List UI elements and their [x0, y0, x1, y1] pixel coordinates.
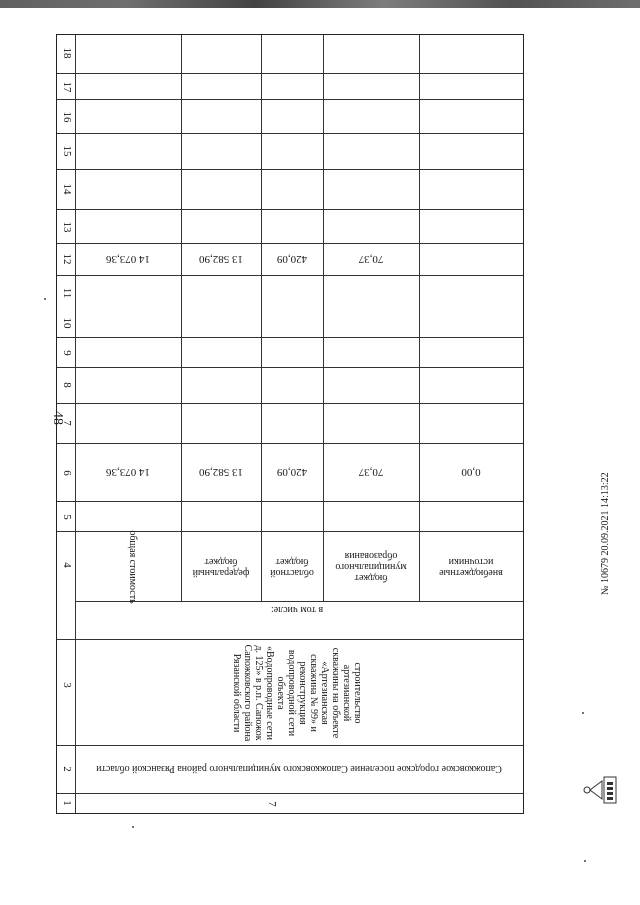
row-label-federal: федеральный бюджет	[192, 556, 250, 578]
col-number: 10	[61, 317, 73, 329]
budget-table	[56, 34, 524, 814]
value-total-col6: 14 073,36	[106, 466, 150, 478]
col-number: 17	[61, 81, 73, 93]
value-federal-col6: 13 582,90	[199, 466, 243, 478]
footer-stamp: № 10679 20.09.2021 14:13:22	[600, 472, 611, 595]
value-offbudget-col6: 0,00	[461, 466, 481, 478]
municipality-name: Сапожковское городское поселение Сапожковского муниципального района Рязанской области	[96, 763, 502, 775]
col-number: 11	[61, 287, 73, 299]
value-total-col12: 14 073,36	[106, 253, 150, 265]
col-number: 16	[61, 111, 73, 123]
col-number: 8	[61, 382, 73, 388]
scan-speck	[44, 298, 46, 300]
value-municipal-col12: 70,37	[358, 253, 384, 265]
stamp-logo-icon	[580, 775, 620, 805]
row-label-regional: областной бюджет	[270, 556, 314, 578]
scan-speck	[582, 712, 584, 714]
col-number: 1	[61, 800, 73, 806]
col-number: 12	[61, 253, 73, 265]
col-number: 9	[61, 350, 73, 356]
row-label-offbudget: внебюджетные источники	[439, 556, 503, 578]
scan-edge	[0, 0, 640, 8]
including-label: в том числе:	[270, 604, 324, 616]
col-number: 5	[61, 514, 73, 520]
row-index: 7	[266, 801, 278, 807]
project-description: строительство артезианской скважины на объекте «Артезианская скважина № 99» и реконструкция водопроводной сети объекта «Водопроводные сети д. 125» в р.п. Сапожок Сапожковского района Рязанской области	[231, 644, 363, 742]
value-municipal-col6: 70,37	[358, 466, 384, 478]
value-regional-col6: 420,09	[276, 466, 308, 478]
col-number: 7	[61, 420, 73, 426]
col-number: 4	[61, 562, 73, 568]
col-number: 3	[61, 682, 73, 688]
value-regional-col12: 420,09	[276, 253, 308, 265]
row-label-total: общая стоимость	[127, 530, 139, 604]
scan-speck	[132, 826, 134, 828]
col-number: 15	[61, 145, 73, 157]
col-number: 14	[61, 183, 73, 195]
col-number: 18	[61, 47, 73, 59]
col-number: 2	[61, 766, 73, 772]
scan-speck	[584, 860, 586, 862]
col-number: 6	[61, 470, 73, 476]
page-number: 48	[50, 411, 65, 425]
value-federal-col12: 13 582,90	[199, 253, 243, 265]
col-number: 13	[61, 221, 73, 233]
row-label-municipal: бюджет муниципального образования	[335, 550, 407, 584]
